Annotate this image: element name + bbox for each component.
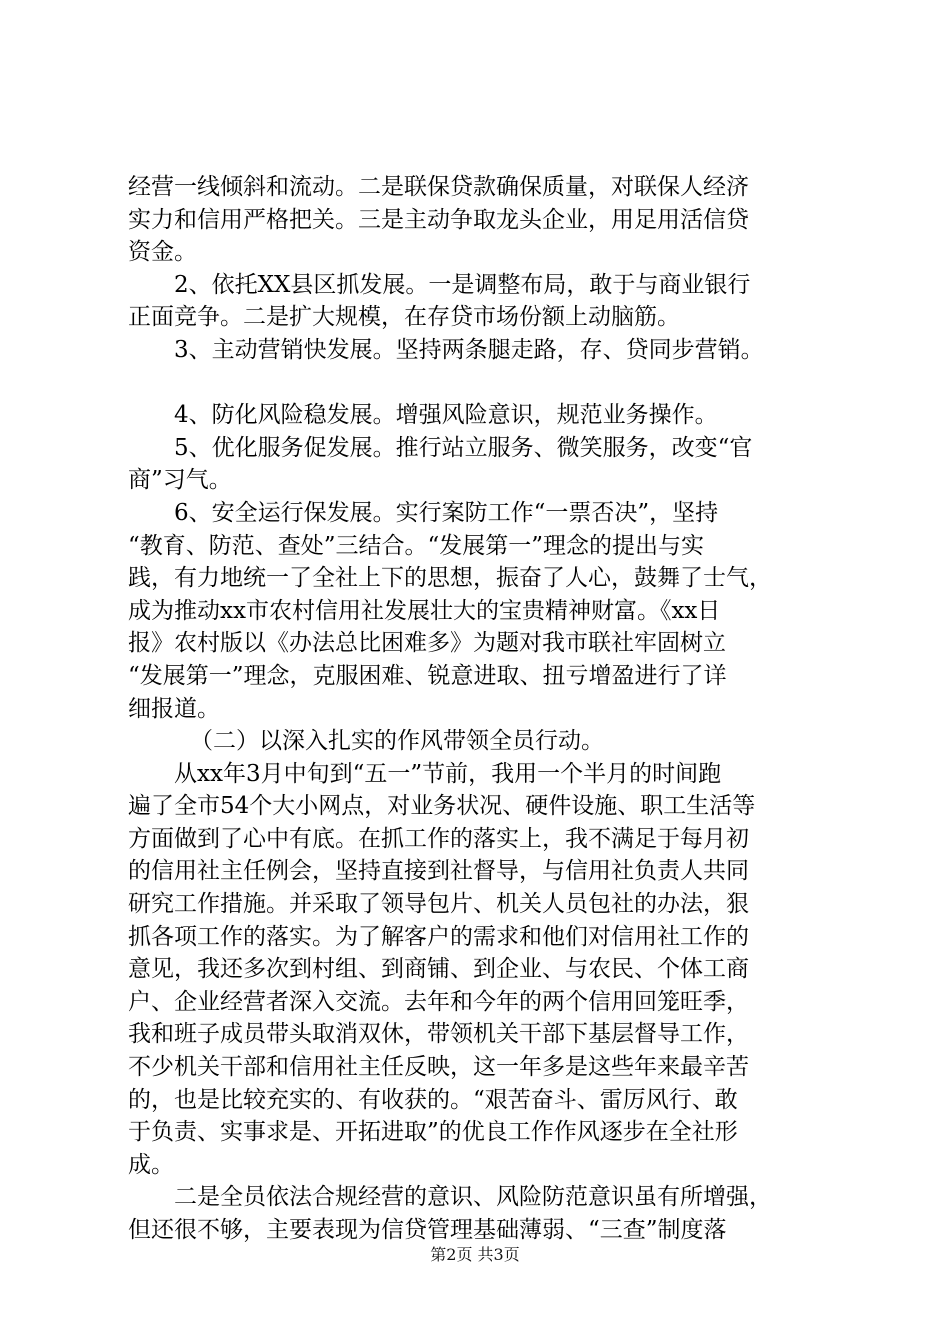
text-line: 户、企业经营者深入交流。去年和今年的两个信用回笼旺季， [128, 988, 749, 1015]
text-line: 研究工作措施。并采取了领导包片、机关人员包社的办法，狠 [128, 891, 749, 918]
paragraph-start-line: 4、防化风险稳发展。增强风险意识，规范业务操作。 [174, 402, 718, 429]
paragraph-start-line: 3、主动营销快发展。坚持两条腿走路，存、贷同步营销。 [174, 336, 764, 363]
text-line: 意见，我还多次到村组、到商铺、到企业、与农民、个体工商 [128, 956, 749, 983]
paragraph-start-line: 从xx年3月中旬到“五一”节前，我用一个半月的时间跑 [174, 760, 722, 787]
text-line: 正面竞争。二是扩大规模，在存贷市场份额上动脑筋。 [128, 304, 680, 331]
text-line: 践，有力地统一了全社上下的思想，振奋了人心，鼓舞了士气， [128, 565, 772, 592]
text-line: 经营一线倾斜和流动。二是联保贷款确保质量，对联保人经济 [128, 174, 749, 200]
text-line: 我和班子成员带头取消双休，带领机关干部下基层督导工作， [128, 1021, 749, 1048]
page-number-footer: 第2页 共3页 [430, 1245, 520, 1264]
document-body [128, 171, 828, 1247]
text-line: 细报道。 [128, 695, 220, 722]
text-line: 资金。 [128, 239, 197, 266]
text-line: 成。 [128, 1151, 174, 1178]
text-line: 报》农村版以《办法总比困难多》为题对我市联社牢固树立 [128, 630, 726, 657]
text-line: 于负责、实事求是、开拓进取”的优良工作作风逐步在全社形 [128, 1119, 738, 1146]
paragraph-start-line: 6、安全运行保发展。实行案防工作“一票否决”，坚持 [174, 499, 719, 526]
text-line: “发展第一”理念，克服困难、锐意进取、扭亏增盈进行了详 [128, 662, 727, 689]
paragraph-start-line: 2、依托XX县区抓发展。一是调整布局，敢于与商业银行 [174, 271, 751, 298]
text-line: 但还很不够，主要表现为信贷管理基础薄弱、“三查”制度落 [128, 1217, 727, 1243]
text-line: 的，也是比较充实的、有收获的。“艰苦奋斗、雷厉风行、敢 [128, 1086, 738, 1113]
text-line: 成为推动xx市农村信用社发展壮大的宝贵精神财富。《xx日 [128, 597, 721, 624]
text-line: 不少机关干部和信用社主任反映，这一年多是这些年来最辛苦 [128, 1054, 749, 1081]
text-line: 的信用社主任例会，坚持直接到社督导，与信用社负责人共同 [128, 858, 749, 885]
text-line: 方面做到了心中有底。在抓工作的落实上，我不满足于每月初 [128, 825, 749, 852]
paragraph-start-line: 二是全员依法合规经营的意识、风险防范意识虽有所增强， [174, 1184, 772, 1211]
section-heading: （二）以深入扎实的作风带领全员行动。 [190, 728, 604, 755]
text-line: 商”习气。 [128, 467, 232, 494]
text-line: 遍了全市54个大小网点，对业务状况、硬件设施、职工生活等 [128, 793, 756, 820]
text-line: 抓各项工作的落实。为了解客户的需求和他们对信用社工作的 [128, 923, 749, 950]
paragraph-start-line: 5、优化服务促发展。推行站立服务、微笑服务，改变“官 [174, 434, 753, 461]
text-line: 实力和信用严格把关。三是主动争取龙头企业，用足用活信贷 [128, 206, 749, 233]
paragraph-gap [128, 367, 828, 400]
text-line: “教育、防范、查处”三结合。“发展第一”理念的提出与实 [128, 532, 705, 559]
